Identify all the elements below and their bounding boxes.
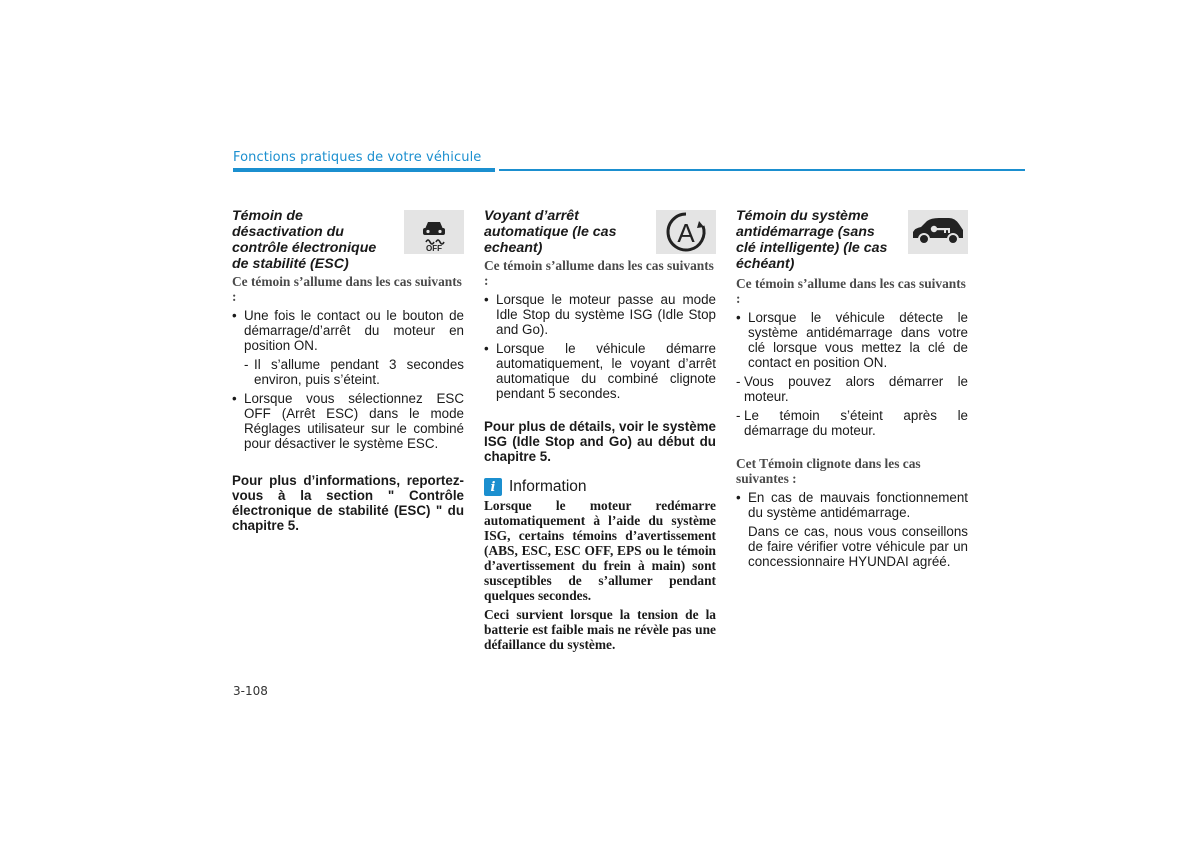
list-item: • Lorsque le véhicule détecte le système antidémarrage dans votre clé lorsque vous mettez la clé de contact en position ON. xyxy=(736,310,968,370)
list-item: • Lorsque le véhicule démarre automatiquement, le voyant d’arrêt automatique du combiné clignote pendant 5 secondes. xyxy=(484,341,716,401)
list-item: • En cas de mauvais fonctionnement du système antidémarrage. xyxy=(736,490,968,520)
section-heading xyxy=(484,208,716,258)
page-number: 3-108 xyxy=(233,684,268,698)
information-text: Ceci survient lorsque la tension de la batterie est faible mais ne révèle pas une défaillance du système. xyxy=(484,607,716,652)
auto-stop-title: Voyant d’arrêt automatique (le cas echeant) xyxy=(484,208,617,256)
page-header xyxy=(233,150,1025,172)
list-item: • Lorsque vous sélectionnez ESC OFF (Arrêt ESC) dans le mode Réglages utilisateur sur le combiné pour désactiver le système ESC. xyxy=(232,391,464,451)
section-heading xyxy=(232,208,464,274)
lead-text: Ce témoin s’allume dans les cas suivants : xyxy=(484,258,714,288)
auto-stop-letter: A xyxy=(677,218,695,248)
sub-item: - Il s’allume pendant 3 secondes environ, puis s’éteint. xyxy=(244,357,464,387)
esc-off-icon xyxy=(404,210,464,254)
auto-stop-icon xyxy=(656,210,716,254)
esc-off-section xyxy=(232,208,464,533)
esc-off-title: Témoin de désactivation du contrôle électronique de stabilité (ESC) xyxy=(232,208,377,272)
auto-stop-section xyxy=(484,208,716,656)
information-header xyxy=(484,478,716,496)
info-icon: i xyxy=(484,478,502,496)
sub-paragraph: Dans ce cas, nous vous conseillons de faire vérifier votre véhicule par un concessionnaire HYUNDAI agréé. xyxy=(748,524,968,569)
header-rule xyxy=(499,169,1025,171)
header-accent-bar xyxy=(233,168,495,172)
esc-off-icon-text: OFF xyxy=(426,244,442,252)
section-heading xyxy=(736,208,968,274)
section-title: Fonctions pratiques de votre véhicule xyxy=(233,150,482,165)
reference-note: Pour plus d’informations, reportez-vous à la section " Contrôle électronique de stabilité (ESC) " du chapitre 5. xyxy=(232,473,464,533)
lead-text: Cet Témoin clignote dans les cas suivantes : xyxy=(736,456,921,486)
information-text: Lorsque le moteur redémarre automatiquement à l’aide du système ISG, certains témoins d’avertissement (ABS, ESC, ESC OFF, EPS ou le témoin d’avertissement du frein à main) sont susceptibles de s’allumer pendant quelques secondes. xyxy=(484,498,716,603)
information-label: Information xyxy=(509,478,587,495)
immobilizer-section xyxy=(736,208,968,573)
sub-item: - Vous pouvez alors démarrer le moteur. xyxy=(736,374,968,404)
sub-item: - Le témoin s’éteint après le démarrage du moteur. xyxy=(736,408,968,438)
list-item: • Une fois le contact ou le bouton de démarrage/d’arrêt du moteur en position ON. xyxy=(232,308,464,353)
immobilizer-title: Témoin du système antidémarrage (sans clé intelligente) (le cas échéant) xyxy=(736,208,888,272)
lead-text: Ce témoin s’allume dans les cas suivants : xyxy=(232,274,462,304)
immobilizer-car-key-icon xyxy=(908,210,968,254)
reference-note: Pour plus de détails, voir le système ISG (Idle Stop and Go) au début du chapitre 5. xyxy=(484,419,716,464)
list-item: • Lorsque le moteur passe au mode Idle Stop du système ISG (Idle Stop and Go). xyxy=(484,292,716,337)
lead-text: Ce témoin s’allume dans les cas suivants : xyxy=(736,276,966,306)
